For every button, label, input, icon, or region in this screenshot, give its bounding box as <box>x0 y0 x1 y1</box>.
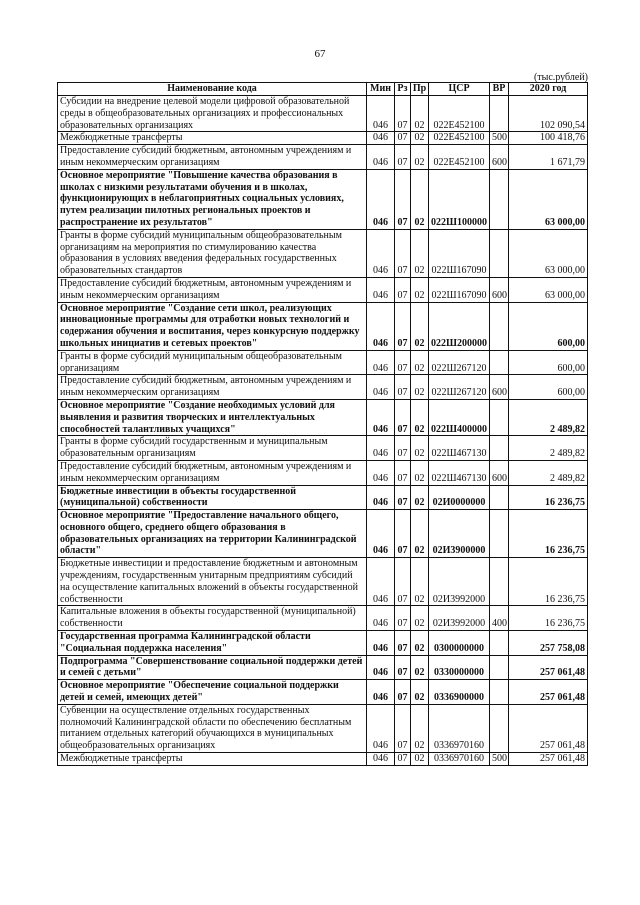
row-name: Межбюджетные трансферты <box>58 753 367 766</box>
table-row <box>58 302 588 350</box>
row-name: Основное мероприятие "Создание сети школ, реализующих инновационные программы для отработки новых технологий и содержания обучения и воспитания, через конкурсную поддержку школьных инициатив и сетевых проектов" <box>58 302 367 350</box>
row-pr: 02 <box>411 655 429 680</box>
row-rz: 07 <box>395 229 411 277</box>
table-row <box>58 680 588 705</box>
row-rz: 07 <box>395 375 411 400</box>
row-pr: 02 <box>411 680 429 705</box>
table-row <box>58 132 588 145</box>
row-vr: 600 <box>490 375 509 400</box>
row-pr: 02 <box>411 460 429 485</box>
row-min: 046 <box>367 485 395 510</box>
row-rz: 07 <box>395 631 411 656</box>
row-name: Предоставление субсидий бюджетным, автономным учреждениям и иным некоммерческим организациям <box>58 145 367 170</box>
row-name: Бюджетные инвестиции и предоставление бюджетным и автономным учреждениям, государственным унитарным предприятиям субсидий на осуществление капитальных вложений в объекты государственной собственности <box>58 558 367 606</box>
row-name: Гранты в форме субсидий муниципальным общеобразовательным организациям на мероприятия по стимулированию качества образования в условиях введения федеральных государственных образовательных стандартов <box>58 229 367 277</box>
column-header-pr: Пр <box>411 83 429 96</box>
page-number: 67 <box>314 48 326 60</box>
table-row <box>58 96 588 132</box>
row-csr: 02И0000000 <box>429 485 490 510</box>
table-row <box>58 436 588 461</box>
row-amount: 63 000,00 <box>509 169 588 229</box>
row-amount: 257 061,48 <box>509 704 588 752</box>
row-rz: 07 <box>395 350 411 375</box>
table-row <box>58 510 588 558</box>
row-pr: 02 <box>411 485 429 510</box>
row-rz: 07 <box>395 399 411 435</box>
row-csr: 0330000000 <box>429 655 490 680</box>
row-pr: 02 <box>411 132 429 145</box>
table-body <box>58 96 588 766</box>
row-csr: 022Ш167090 <box>429 277 490 302</box>
row-rz: 07 <box>395 680 411 705</box>
row-pr: 02 <box>411 229 429 277</box>
table-row <box>58 704 588 752</box>
row-vr <box>490 510 509 558</box>
row-rz: 07 <box>395 302 411 350</box>
row-amount: 600,00 <box>509 350 588 375</box>
row-pr: 02 <box>411 302 429 350</box>
table-row <box>58 350 588 375</box>
column-header-name: Наименование кода <box>58 83 367 96</box>
row-csr: 022Ш267120 <box>429 350 490 375</box>
row-pr: 02 <box>411 436 429 461</box>
row-name: Бюджетные инвестиции в объекты государственной (муниципальной) собственности <box>58 485 367 510</box>
row-pr: 02 <box>411 399 429 435</box>
header-row <box>58 83 588 96</box>
row-rz: 07 <box>395 606 411 631</box>
row-pr: 02 <box>411 704 429 752</box>
row-vr: 600 <box>490 460 509 485</box>
row-csr: 022Е452100 <box>429 96 490 132</box>
row-vr: 500 <box>490 753 509 766</box>
table-row <box>58 606 588 631</box>
row-vr <box>490 169 509 229</box>
row-amount: 257 061,48 <box>509 753 588 766</box>
row-pr: 02 <box>411 606 429 631</box>
row-min: 046 <box>367 680 395 705</box>
row-vr <box>490 302 509 350</box>
row-name: Предоставление субсидий бюджетным, автономным учреждениям и иным некоммерческим организациям <box>58 375 367 400</box>
row-min: 046 <box>367 655 395 680</box>
row-pr: 02 <box>411 277 429 302</box>
table-row <box>58 145 588 170</box>
table-row <box>58 169 588 229</box>
row-rz: 07 <box>395 460 411 485</box>
row-csr: 02И3900000 <box>429 510 490 558</box>
row-csr: 0336970160 <box>429 753 490 766</box>
row-vr <box>490 631 509 656</box>
row-name: Предоставление субсидий бюджетным, автономным учреждениям и иным некоммерческим организациям <box>58 460 367 485</box>
row-min: 046 <box>367 375 395 400</box>
row-pr: 02 <box>411 558 429 606</box>
row-rz: 07 <box>395 558 411 606</box>
row-amount: 16 236,75 <box>509 558 588 606</box>
row-name: Гранты в форме субсидий муниципальным общеобразовательным организациям <box>58 350 367 375</box>
row-rz: 07 <box>395 485 411 510</box>
row-pr: 02 <box>411 169 429 229</box>
row-rz: 07 <box>395 169 411 229</box>
row-amount: 100 418,76 <box>509 132 588 145</box>
row-csr: 022Ш267120 <box>429 375 490 400</box>
row-min: 046 <box>367 277 395 302</box>
column-header-csr: ЦСР <box>429 83 490 96</box>
row-vr <box>490 229 509 277</box>
row-name: Основное мероприятие "Создание необходимых условий для выявления и развития творческих и интеллектуальных способностей талантливых учащихся" <box>58 399 367 435</box>
row-rz: 07 <box>395 753 411 766</box>
row-csr: 022Е452100 <box>429 145 490 170</box>
row-name: Основное мероприятие "Обеспечение социальной поддержки детей и семей, имеющих детей" <box>58 680 367 705</box>
row-min: 046 <box>367 704 395 752</box>
row-amount: 63 000,00 <box>509 229 588 277</box>
row-vr <box>490 96 509 132</box>
row-min: 046 <box>367 302 395 350</box>
row-rz: 07 <box>395 277 411 302</box>
row-vr <box>490 399 509 435</box>
table-row <box>58 229 588 277</box>
row-vr <box>490 436 509 461</box>
row-name: Основное мероприятие "Предоставление начального общего, основного общего, среднего общего образования в образовательных организациях на территории Калининградской области" <box>58 510 367 558</box>
row-amount: 2 489,82 <box>509 460 588 485</box>
column-header-amount: 2020 год <box>509 83 588 96</box>
table-row <box>58 277 588 302</box>
column-header-min: Мин <box>367 83 395 96</box>
row-amount: 2 489,82 <box>509 436 588 461</box>
row-vr <box>490 485 509 510</box>
table-row <box>58 655 588 680</box>
units-label: (тыс.рублей) <box>533 72 588 83</box>
row-min: 046 <box>367 436 395 461</box>
row-name: Основное мероприятие "Повышение качества образования в школах с низкими результатами обучения и в школах, функционирующих в неблагоприятных социальных условиях, путем реализации пилотных региональных проектов и распространение их результатов" <box>58 169 367 229</box>
table-row <box>58 399 588 435</box>
row-csr: 022Ш400000 <box>429 399 490 435</box>
table-row <box>58 753 588 766</box>
column-header-vr: ВР <box>490 83 509 96</box>
row-min: 046 <box>367 753 395 766</box>
row-vr: 500 <box>490 132 509 145</box>
budget-table <box>57 82 588 766</box>
row-vr <box>490 350 509 375</box>
row-csr: 022Е452100 <box>429 132 490 145</box>
row-name: Межбюджетные трансферты <box>58 132 367 145</box>
row-rz: 07 <box>395 96 411 132</box>
row-pr: 02 <box>411 631 429 656</box>
row-pr: 02 <box>411 145 429 170</box>
row-rz: 07 <box>395 145 411 170</box>
table-row <box>58 631 588 656</box>
row-min: 046 <box>367 96 395 132</box>
table-row <box>58 485 588 510</box>
row-csr: 02И3992000 <box>429 558 490 606</box>
row-csr: 022Ш467130 <box>429 436 490 461</box>
row-min: 046 <box>367 399 395 435</box>
row-min: 046 <box>367 510 395 558</box>
row-amount: 16 236,75 <box>509 485 588 510</box>
row-pr: 02 <box>411 350 429 375</box>
row-csr: 0336970160 <box>429 704 490 752</box>
row-csr: 022Ш200000 <box>429 302 490 350</box>
row-vr <box>490 558 509 606</box>
row-csr: 022Ш100000 <box>429 169 490 229</box>
row-rz: 07 <box>395 704 411 752</box>
row-rz: 07 <box>395 132 411 145</box>
row-amount: 1 671,79 <box>509 145 588 170</box>
row-pr: 02 <box>411 96 429 132</box>
row-amount: 16 236,75 <box>509 606 588 631</box>
row-vr: 600 <box>490 277 509 302</box>
table-row <box>58 375 588 400</box>
row-vr: 600 <box>490 145 509 170</box>
row-pr: 02 <box>411 375 429 400</box>
table-header <box>58 83 588 96</box>
row-rz: 07 <box>395 436 411 461</box>
row-amount: 63 000,00 <box>509 277 588 302</box>
row-amount: 2 489,82 <box>509 399 588 435</box>
row-min: 046 <box>367 558 395 606</box>
row-min: 046 <box>367 606 395 631</box>
row-csr: 022Ш167090 <box>429 229 490 277</box>
column-header-rz: Рз <box>395 83 411 96</box>
row-min: 046 <box>367 145 395 170</box>
row-amount: 600,00 <box>509 375 588 400</box>
row-name: Субсидии на внедрение целевой модели цифровой образовательной среды в общеобразовательных организациях и профессиональных образовательных организациях <box>58 96 367 132</box>
row-pr: 02 <box>411 510 429 558</box>
row-amount: 257 061,48 <box>509 680 588 705</box>
row-min: 046 <box>367 460 395 485</box>
row-csr: 02И3992000 <box>429 606 490 631</box>
row-min: 046 <box>367 132 395 145</box>
row-name: Капитальные вложения в объекты государственной (муниципальной) собственности <box>58 606 367 631</box>
row-vr <box>490 655 509 680</box>
table-row <box>58 558 588 606</box>
row-min: 046 <box>367 350 395 375</box>
row-name: Гранты в форме субсидий государственным и муниципальным образовательным организациям <box>58 436 367 461</box>
row-name: Субвенции на осуществление отдельных государственных полномочий Калининградской области по обеспечению бесплатным питанием отдельных категорий обучающихся в муниципальных общеобразовательных организациях <box>58 704 367 752</box>
row-name: Государственная программа Калининградской области "Социальная поддержка населения" <box>58 631 367 656</box>
row-pr: 02 <box>411 753 429 766</box>
row-vr: 400 <box>490 606 509 631</box>
row-min: 046 <box>367 229 395 277</box>
row-csr: 0336900000 <box>429 680 490 705</box>
row-amount: 257 061,48 <box>509 655 588 680</box>
row-min: 046 <box>367 169 395 229</box>
row-name: Подпрограмма "Совершенствование социальной поддержки детей и семей с детьми" <box>58 655 367 680</box>
row-rz: 07 <box>395 655 411 680</box>
row-rz: 07 <box>395 510 411 558</box>
row-vr <box>490 680 509 705</box>
row-amount: 102 090,54 <box>509 96 588 132</box>
row-amount: 16 236,75 <box>509 510 588 558</box>
row-vr <box>490 704 509 752</box>
row-amount: 600,00 <box>509 302 588 350</box>
row-amount: 257 758,08 <box>509 631 588 656</box>
row-name: Предоставление субсидий бюджетным, автономным учреждениям и иным некоммерческим организациям <box>58 277 367 302</box>
row-min: 046 <box>367 631 395 656</box>
row-csr: 0300000000 <box>429 631 490 656</box>
table-row <box>58 460 588 485</box>
row-csr: 022Ш467130 <box>429 460 490 485</box>
